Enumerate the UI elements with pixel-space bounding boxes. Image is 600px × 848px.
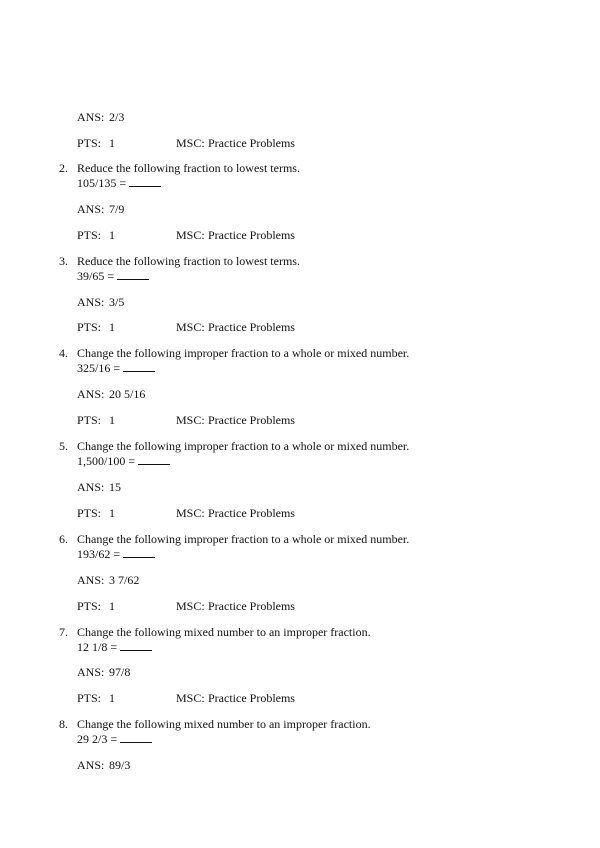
question-number: 5.	[59, 439, 68, 453]
pts-value: 1	[109, 136, 115, 150]
pts-value: 1	[109, 506, 115, 520]
question-expression: 105/135 =	[77, 176, 127, 190]
question-number: 6.	[59, 532, 68, 546]
msc-value: Practice Problems	[208, 136, 295, 150]
ans-label: ANS:	[77, 295, 105, 309]
ans-label: ANS:	[77, 573, 105, 587]
answer-blank	[123, 360, 155, 372]
pts-label: PTS:	[77, 136, 102, 150]
pts-label: PTS:	[77, 320, 102, 334]
question-expression: 193/62 =	[77, 547, 121, 561]
answer-blank	[123, 546, 155, 558]
ans-label: ANS:	[77, 202, 105, 216]
msc-label: MSC:	[176, 413, 205, 427]
question-expression: 1,500/100 =	[77, 454, 136, 468]
ans-label: ANS:	[77, 480, 105, 494]
question-number: 3.	[59, 254, 68, 268]
answer-blank	[120, 731, 152, 743]
answer-blank	[138, 453, 170, 465]
ans-label: ANS:	[77, 758, 105, 772]
answer-blank	[129, 175, 161, 187]
msc-value: Practice Problems	[208, 599, 295, 613]
question-prompt: Reduce the following fraction to lowest terms.	[77, 161, 300, 175]
question-expression: 29 2/3 =	[77, 732, 118, 746]
pts-label: PTS:	[77, 599, 102, 613]
ans-value: 3 7/62	[109, 573, 140, 587]
answer-blank	[120, 639, 152, 651]
ans-label: ANS:	[77, 110, 105, 124]
question-prompt: Change the following mixed number to an improper fraction.	[77, 717, 371, 731]
pts-value: 1	[109, 599, 115, 613]
question-expression: 12 1/8 =	[77, 640, 118, 654]
ans-value: 7/9	[109, 202, 125, 216]
ans-value: 2/3	[109, 110, 125, 124]
pts-value: 1	[109, 320, 115, 334]
question-expression: 39/65 =	[77, 269, 115, 283]
ans-value: 3/5	[109, 295, 125, 309]
msc-label: MSC:	[176, 599, 205, 613]
ans-value: 89/3	[109, 758, 131, 772]
msc-label: MSC:	[176, 136, 205, 150]
question-prompt: Change the following improper fraction to a whole or mixed number.	[77, 439, 410, 453]
pts-label: PTS:	[77, 413, 102, 427]
question-prompt: Change the following improper fraction to a whole or mixed number.	[77, 346, 410, 360]
msc-value: Practice Problems	[208, 413, 295, 427]
pts-value: 1	[109, 413, 115, 427]
msc-value: Practice Problems	[208, 691, 295, 705]
question-prompt: Reduce the following fraction to lowest terms.	[77, 254, 300, 268]
question-number: 7.	[59, 625, 68, 639]
pts-value: 1	[109, 228, 115, 242]
ans-value: 20 5/16	[109, 387, 146, 401]
pts-value: 1	[109, 691, 115, 705]
msc-label: MSC:	[176, 320, 205, 334]
pts-label: PTS:	[77, 506, 102, 520]
ans-label: ANS:	[77, 387, 105, 401]
msc-label: MSC:	[176, 691, 205, 705]
question-number: 4.	[59, 346, 68, 360]
question-number: 8.	[59, 717, 68, 731]
msc-label: MSC:	[176, 228, 205, 242]
question-number: 2.	[59, 161, 68, 175]
msc-value: Practice Problems	[208, 320, 295, 334]
pts-label: PTS:	[77, 228, 102, 242]
msc-label: MSC:	[176, 506, 205, 520]
pts-label: PTS:	[77, 691, 102, 705]
question-prompt: Change the following mixed number to an improper fraction.	[77, 625, 371, 639]
question-prompt: Change the following improper fraction to a whole or mixed number.	[77, 532, 410, 546]
answer-blank	[117, 268, 149, 280]
ans-value: 97/8	[109, 665, 131, 679]
ans-value: 15	[109, 480, 121, 494]
msc-value: Practice Problems	[208, 506, 295, 520]
ans-label: ANS:	[77, 665, 105, 679]
question-expression: 325/16 =	[77, 361, 121, 375]
msc-value: Practice Problems	[208, 228, 295, 242]
